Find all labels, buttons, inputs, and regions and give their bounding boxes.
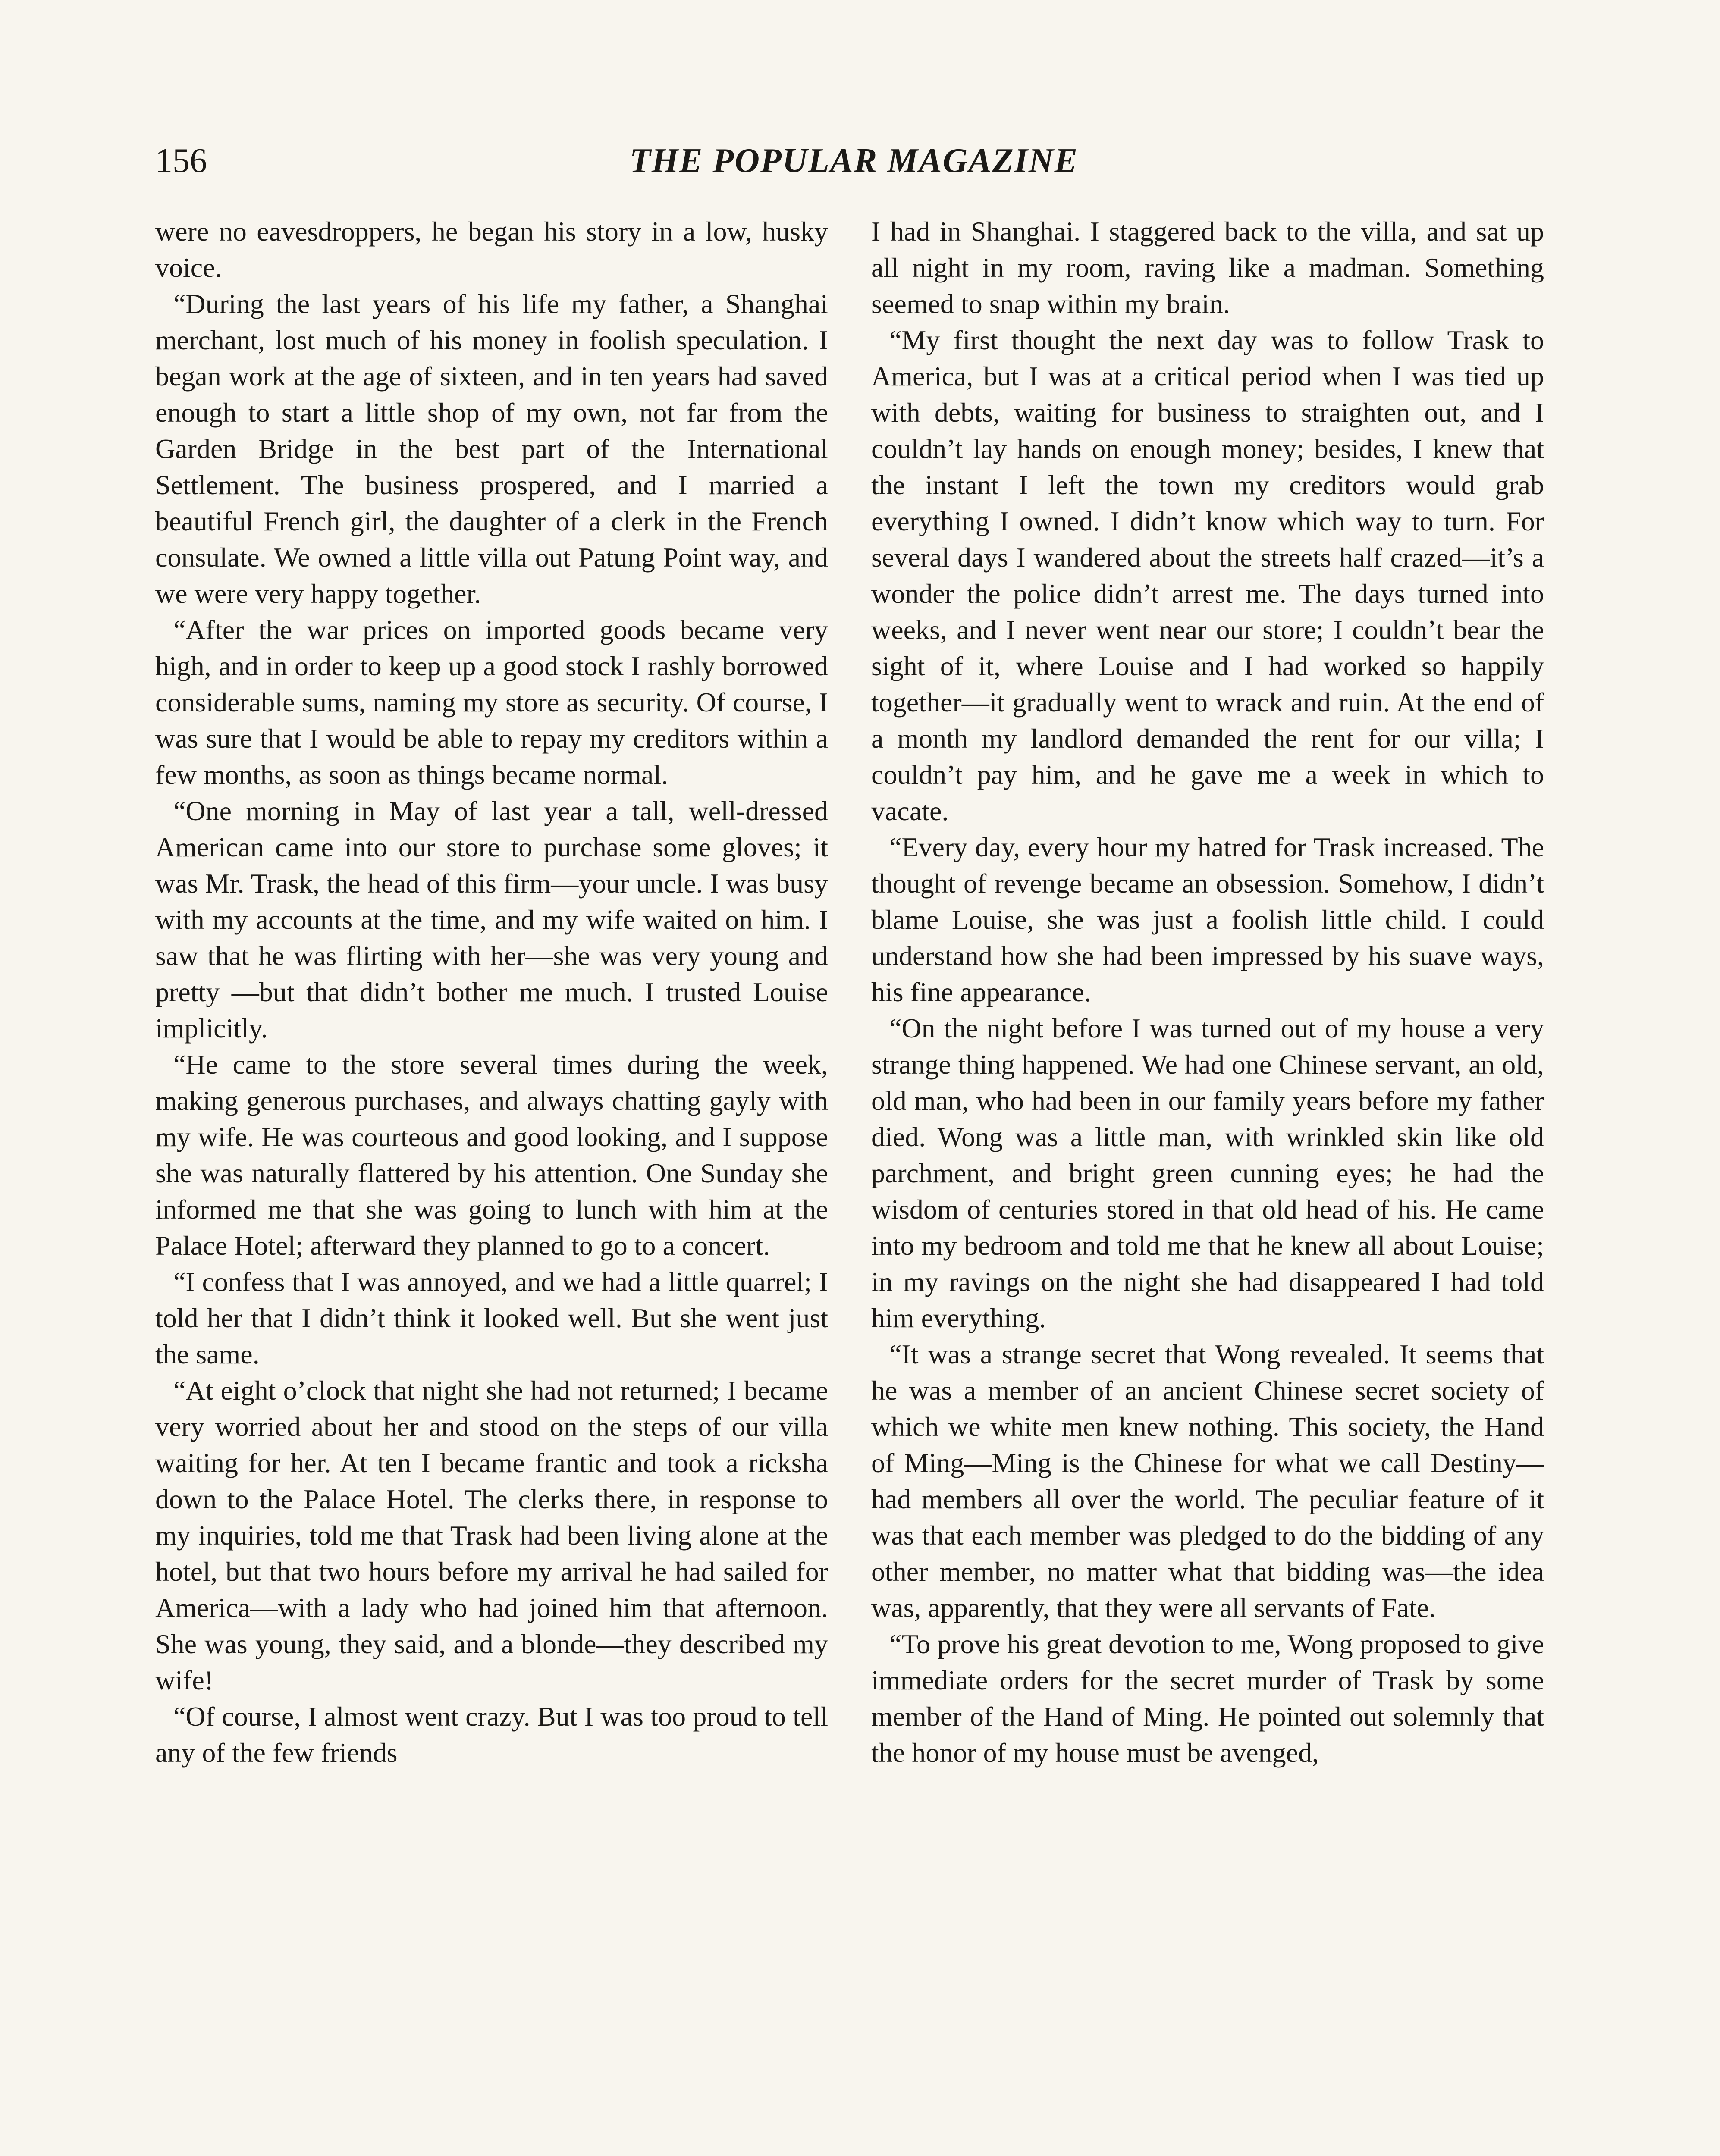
paragraph: “On the night before I was turned out of my house a very strange thing happened. We had one Chinese servant, an old, old man, who had been in our family years before my father died. Wong was a little man, with wrinkled skin like old parchment, and bright green cunning eyes; he had the wisdom of centuries stored in that old head of his. He came into my bedroom and told me that he knew all about Louise; in my ravings on the night she had disappeared I had told him everything. [871,1013,1544,1333]
paragraph: “It was a strange secret that Wong revealed. It seems that he was a member of an ancient Chinese secret society of which we white men knew nothing. This society, the Hand of Ming—Ming is the Chinese for what we call Destiny—had members all over the world. The peculiar feature of it was that each member was pledged to do the bidding of any other member, no matter what that bidding was—the idea was, apparently, that they were all servants of Fate. [871,1339,1544,1623]
paragraph: “During the last years of his life my father, a Shanghai merchant, lost much of his money in foolish speculation. I began work at the age of sixteen, and in ten years had saved enough to start a little shop of my own, not far from the Garden Bridge in the best part of the International Settlement. The business prospered, and I married a beautiful French girl, the daughter of a clerk in the French consulate. We owned a little villa out Patung Point way, and we were very happy together. [155,288,828,609]
page-number: 156 [155,142,207,180]
paragraph: “My first thought the next day was to follow Trask to America, but I was at a critical period when I was tied up with debts, waiting for business to straighten out, and I couldn’t lay hands on enough money; besides, I knew that the instant I left the town my creditors would grab everything I owned. I didn’t know which way to turn. For several days I wandered about the streets half crazed—it’s a wonder the police didn’t arrest me. The days turned into weeks, and I never went near our store; I couldn’t bear the sight of it, where Louise and I had worked so happily together—it gradually went to wrack and ruin. At the end of a month my landlord demanded the rent for our villa; I couldn’t pay him, and he gave me a week in which to vacate. [871,325,1544,826]
paragraph: “Of course, I almost went crazy. But I was too proud to tell any of the few friends [155,1701,828,1768]
text-columns [155,213,1553,2156]
page-header [155,137,1553,193]
paragraph: were no eavesdroppers, he began his story in a low, husky voice. [155,216,828,283]
paragraph: “At eight o’clock that night she had not returned; I became very worried about her and stood on the steps of our villa waiting for her. At ten I became frantic and took a ricksha down to the Palace Hotel. The clerks there, in response to my inquiries, told me that Trask had been living alone at the hotel, but that two hours before my arrival he had sailed for America—with a lady who had joined him that afternoon. She was young, they said, and a blonde—they described my wife! [155,1375,828,1695]
paragraph: I had in Shanghai. I staggered back to the villa, and sat up all night in my room, raving like a madman. Something seemed to snap within my brain. [871,216,1544,319]
paragraph: “To prove his great devotion to me, Wong proposed to give immediate orders for the secret murder of Trask by some member of the Hand of Ming. He pointed out solemnly that the honor of my house must be avenged, [871,1629,1544,1768]
running-title: THE POPULAR MAGAZINE [629,142,1079,180]
paragraph: “After the war prices on imported goods became very high, and in order to keep up a good stock I rashly borrowed considerable sums, naming my store as security. Of course, I was sure that I would be able to repay my creditors within a few months, as soon as things became normal. [155,614,828,790]
paragraph: “Every day, every hour my hatred for Trask increased. The thought of revenge became an obsession. Somehow, I didn’t blame Louise, she was just a foolish little child. I could understand how she had been impressed by his suave ways, his fine appearance. [871,832,1544,1007]
paragraph: “One morning in May of last year a tall, well-dressed American came into our store to purchase some gloves; it was Mr. Trask, the head of this firm—your uncle. I was busy with my accounts at the time, and my wife waited on him. I saw that he was flirting with her—she was very young and pretty —but that didn’t bother me much. I trusted Louise implicitly. [155,796,828,1044]
right-column [871,213,1544,2156]
paragraph: “He came to the store several times during the week, making generous purchases, and always chatting gayly with my wife. He was courteous and good looking, and I suppose she was naturally flattered by his attention. One Sunday she informed me that she was going to lunch with him at the Palace Hotel; afterward they planned to go to a concert. [155,1049,828,1261]
left-column [155,213,828,2156]
paragraph: “I confess that I was annoyed, and we had a little quarrel; I told her that I didn’t think it looked well. But she went just the same. [155,1266,828,1369]
